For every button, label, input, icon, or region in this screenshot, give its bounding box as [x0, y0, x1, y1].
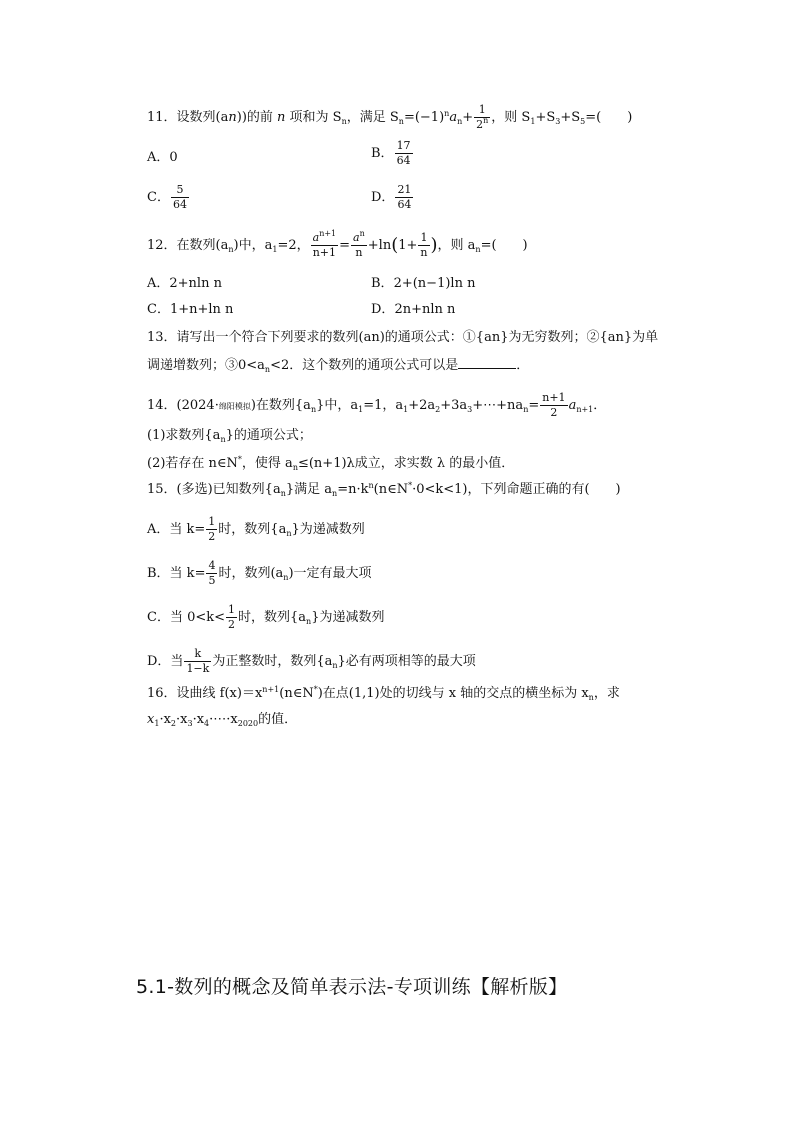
q14-stem: 14．(2024·绵阳模拟)在数列$\{a_n\}$中，$a_1=1$，$a_1+2a_2+3a_3+\cdots+na_n=$ $\frac{n+1}{2}$ $a_{n+1}$．: [147, 391, 607, 419]
q14-part1: (1)求数列$\{a_n\}$的通项公式；: [147, 428, 312, 444]
q16-line1: 16．设曲线 $f(x)=x^{n+1}(n\in N^*)$在点(1,1)处的切线与 x 轴的交点的横坐标为 $x_n$，求: [147, 685, 620, 702]
q12-option-a[interactable]: A．2+nln n: [147, 276, 222, 291]
q15-option-a[interactable]: A．当 k= $\frac{1}{2}$ 时，数列$\{a_n\}$为递减数列: [147, 515, 365, 543]
q11-option-c[interactable]: C． $\frac{5}{64}$: [147, 183, 187, 211]
q12-option-c[interactable]: C．1+n+ln n: [147, 302, 234, 317]
q12-option-b[interactable]: B．2+(n−1)ln n: [371, 276, 476, 291]
section-title: 5.1-数列的概念及简单表示法-专项训练【解析版】: [136, 976, 568, 998]
q16-line2: $x_1\cdot x_2\cdot x_3\cdot x_4\cdot\cdots\cdot x_{2020}$的值．: [147, 712, 298, 728]
q14-part2: (2)若存在 n∈N*，使得 $a_n\le(n+1)\lambda$成立，求实数 λ 的最小值．: [147, 455, 515, 472]
q11-option-b[interactable]: B． $\frac{17}{64}$: [371, 139, 411, 167]
q13-line2: 调递增数列；$③0<a_n<2$．这个数列的通项公式可以是 ．: [147, 358, 530, 374]
q12-option-d[interactable]: D．2n+nln n: [371, 302, 456, 317]
q15-option-b[interactable]: B．当 k= $\frac{4}{5}$ 时，数列$(a_n)$一定有最大项: [147, 559, 372, 587]
q12-stem: 12．在数列$(a_n)$中，$a_1=2$， $\frac{a^{n+1}}{n+1}$ = $\frac{a^n}{n}$ +ln(1+ $\frac{1}{n}$ )，则 $a_n=$( ): [147, 229, 528, 259]
q11-fraction: $\frac{1}{2^n}$: [476, 103, 489, 131]
q15-stem: 15．(多选)已知数列$\{a_n\}$满足 $a_n=n\cdot k^n(n\in N^*\cdot 0<k<1)$，下列命题正确的有( ): [147, 481, 621, 498]
answer-blank[interactable]: [458, 356, 516, 369]
q15-option-d[interactable]: D．当 $\frac{k}{1-k}$ 为正整数时，数列$\{a_n\}$必有两项相等的最大项: [147, 647, 476, 675]
q11-stem: 11．设数列(an))的前 n 项和为 $S_n$，满足 $S_n=(-1)^na_n+$ $\frac{1}{2^n}$ ，则 $S_1+S_3+S_5=$( ): [147, 103, 633, 131]
q13-line1: 13．请写出一个符合下列要求的数列(an)的通项公式：①{an}为无穷数列；②{an}为单: [147, 330, 659, 345]
q11-option-a[interactable]: A．0: [147, 150, 178, 165]
q11-option-d[interactable]: D． $\frac{21}{64}$: [371, 183, 412, 211]
q15-option-c[interactable]: C．当 0<k< $\frac{1}{2}$ 时，数列$\{a_n\}$为递减数列: [147, 603, 385, 631]
